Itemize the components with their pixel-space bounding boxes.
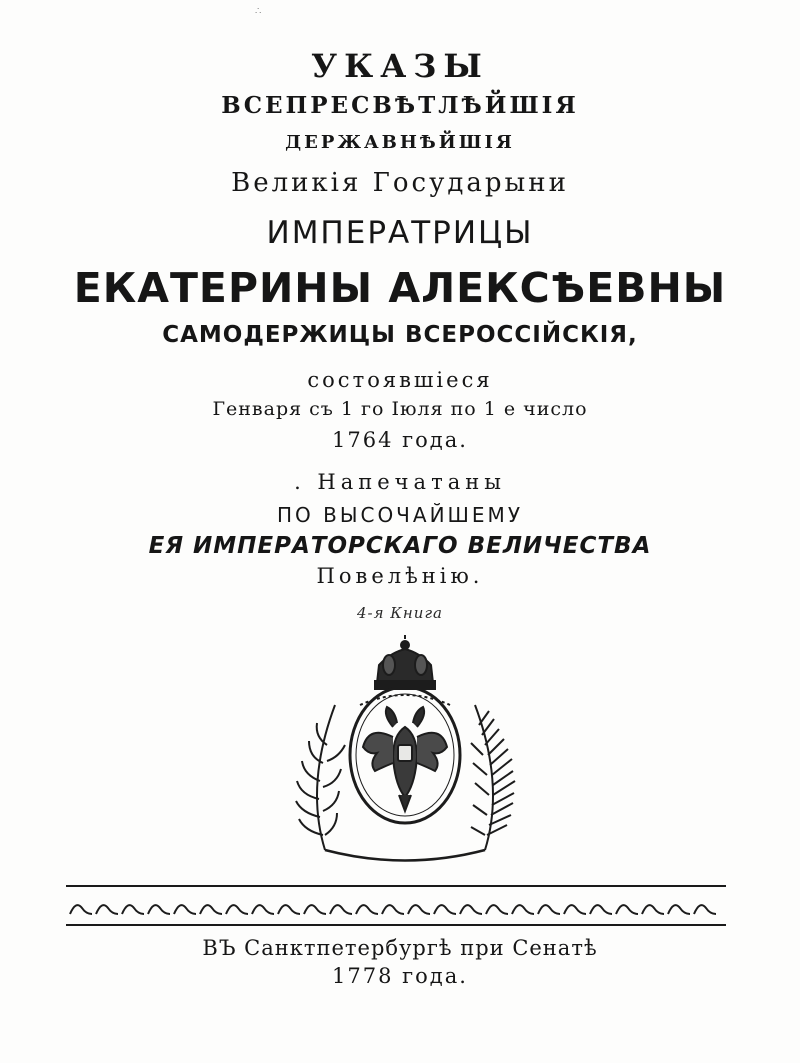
wave-ornament-segment [434, 905, 456, 914]
imperial-eagle-emblem-icon [265, 635, 545, 875]
bottom-rule [66, 924, 726, 926]
wave-ornament-segment [148, 905, 170, 914]
title-vsepresvetleishiya: ВСЕПРЕСВѢТЛѢЙШІЯ [221, 92, 579, 119]
title-ekateriny: ЕКАТЕРИНЫ АЛЕКСѢЕВНЫ [73, 264, 727, 312]
wave-ornament-segment [408, 905, 430, 914]
title-date-range: Генваря съ 1 го Іюля по 1 е число [212, 398, 588, 420]
wave-ornament-icon [66, 896, 726, 920]
wave-ornament-segment [460, 905, 482, 914]
wave-ornament-segment [174, 905, 196, 914]
title-imperatritsy: ИМПЕРАТРИЦЫ [266, 215, 534, 251]
title-year: 1764 года. [332, 428, 468, 452]
wave-ornament-segment [200, 905, 222, 914]
wave-ornament-segment [356, 905, 378, 914]
wave-ornament-segment [590, 905, 612, 914]
wave-ornament-segment [330, 905, 352, 914]
wave-ornament-segment [694, 905, 716, 914]
imprint-place: ВЪ Санктпетербургѣ при Сенатѣ [202, 936, 598, 960]
wave-ornament-segment [642, 905, 664, 914]
wave-ornament-segment [96, 905, 118, 914]
wave-ornament-segment [252, 905, 274, 914]
title-ukazy: УКАЗЫ [311, 47, 489, 85]
title-velikiya: Великія Государыни [231, 168, 569, 198]
wave-ornament-segment [564, 905, 586, 914]
wave-ornament-segment [278, 905, 300, 914]
stray-ink-mark: ∴ [255, 6, 262, 17]
title-derzhavneishiya: ДЕРЖАВНѢЙШІЯ [285, 132, 515, 153]
title-sostoyavshiesya: состоявшіеся [307, 368, 493, 392]
title-po-vysochaishemu: ПО ВЫСОЧАЙШЕМУ [276, 503, 524, 527]
wave-ornament-segment [304, 905, 326, 914]
wave-ornament-segment [226, 905, 248, 914]
wave-ornament-segment [616, 905, 638, 914]
handwritten-note: 4-я Книга [357, 604, 443, 622]
title-povelieniyu: Повелѣнію. [316, 564, 484, 588]
wave-ornament-segment [512, 905, 534, 914]
top-rule [66, 885, 726, 887]
wave-ornament-segment [122, 905, 144, 914]
title-eya-velichestva: ЕЯ ИМПЕРАТОРСКАГО ВЕЛИЧЕСТВА [148, 533, 652, 559]
wave-ornament-segment [486, 905, 508, 914]
title-napechatany: . Напечатаны [294, 470, 506, 494]
title-samoderzhitsy: САМОДЕРЖИЦЫ ВСЕРОССІЙСКІЯ, [162, 322, 638, 348]
wave-ornament-segment [382, 905, 404, 914]
wave-ornament-segment [668, 905, 690, 914]
wave-ornament-segment [538, 905, 560, 914]
imprint-year: 1778 года. [332, 964, 468, 988]
